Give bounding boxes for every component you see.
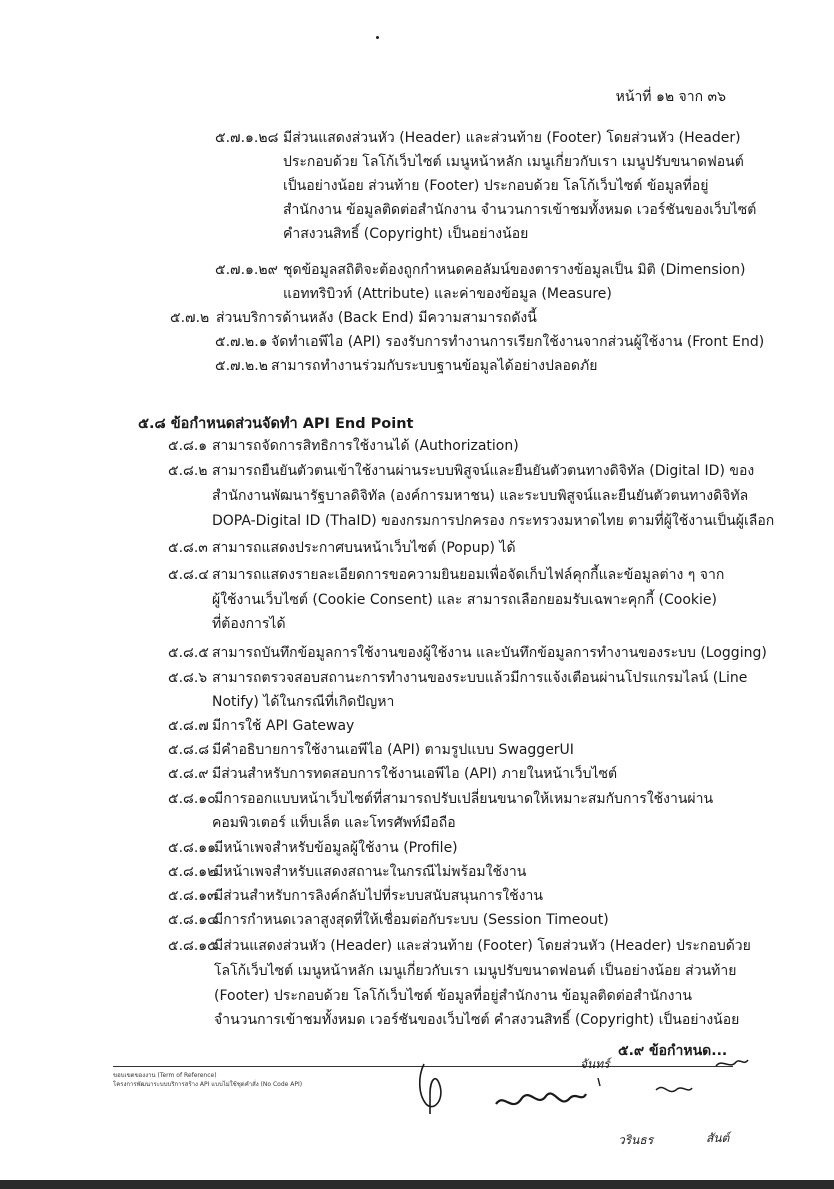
item-text: สามารถจัดการสิทธิการใช้งานได้ (Authorization) — [212, 438, 519, 454]
signature-3: จันทร์ — [580, 1057, 610, 1071]
item-number: ๕.๘.๙ — [168, 766, 209, 782]
item-text: สามารถแสดงรายละเอียดการขอความยินยอมเพื่อจัดเก็บไฟล์คุกกี้และข้อมูลต่าง ๆ จาก — [212, 567, 725, 583]
item-number: ๕.๘.๑๑ — [168, 840, 217, 856]
clause-text: มีส่วนแสดงส่วนหัว (Header) และส่วนท้าย (Footer) โดยส่วนหัว (Header) — [283, 130, 741, 146]
item-number: ๕.๘.๓ — [168, 540, 208, 556]
clause-number: ๕.๗.๒ — [170, 310, 210, 326]
clause-number: ๕.๗.๑.๒๘ — [215, 130, 279, 146]
scan-speck — [376, 36, 379, 39]
page-number: หน้าที่ ๑๒ จาก ๓๖ — [615, 89, 726, 105]
signature-1 — [420, 1064, 441, 1114]
item-number: ๕.๘.๔ — [168, 567, 209, 583]
signature-2 — [496, 1093, 586, 1104]
signature-3-mark — [598, 1078, 600, 1086]
signature-5 — [716, 1060, 748, 1066]
item-text: มีคำอธิบายการใช้งานเอพีไอ (API) ตามรูปแบบ SwaggerUI — [212, 742, 574, 758]
item-text: สามารถบันทึกข้อมูลการใช้งานของผู้ใช้งาน และบันทึกข้อมูลการทำงานของระบบ (Logging) — [212, 645, 767, 661]
item-number: ๕.๘.๕ — [168, 645, 209, 661]
clause-text-line: แอททริบิวท์ (Attribute) และค่าของข้อมูล (Measure) — [283, 286, 612, 302]
clause-text-line: เป็นอย่างน้อย ส่วนท้าย (Footer) ประกอบด้วย โลโก้เว็บไซต์ ข้อมูลที่อยู่ — [283, 178, 709, 194]
footer-tor-label: ขอบเขตของงาน (Term of Reference) — [113, 1072, 217, 1079]
item-text: มีหน้าเพจสำหรับแสดงสถานะในกรณีไม่พร้อมใช้งาน — [214, 864, 527, 880]
clause-text: ส่วนบริการด้านหลัง (Back End) มีความสามารถดังนี้ — [216, 310, 537, 326]
signatures-area — [400, 1050, 760, 1160]
item-text-line: สำนักงานพัฒนารัฐบาลดิจิทัล (องค์การมหาชน) และระบบพิสูจน์และยืนยันตัวตนทางดิจิทัล — [212, 488, 749, 504]
item-text: มีส่วนแสดงส่วนหัว (Header) และส่วนท้าย (Footer) โดยส่วนหัว (Header) ประกอบด้วย — [214, 938, 751, 954]
item-text: สามารถยืนยันตัวตนเข้าใช้งานผ่านระบบพิสูจน์และยืนยันตัวตนทางดิจิทัล (Digital ID) ของ — [212, 463, 755, 479]
item-text-line: ผู้ใช้งานเว็บไซต์ (Cookie Consent) และ สามารถเลือกยอมรับเฉพาะคุกกี้ (Cookie) — [212, 592, 717, 608]
item-text: มีการใช้ API Gateway — [212, 718, 355, 734]
item-text: สามารถตรวจสอบสถานะการทำงานของระบบแล้วมีการแจ้งเตือนผ่านโปรแกรมไลน์ (Line — [212, 670, 748, 686]
item-number: ๕.๘.๗ — [168, 718, 209, 734]
item-number: ๕.๘.๖ — [168, 670, 208, 686]
item-number: ๕.๘.๑๔ — [168, 912, 218, 928]
next-section-teaser: ๕.๙ ข้อกำหนด... — [618, 1043, 728, 1059]
item-text: มีการกำหนดเวลาสูงสุดที่ให้เชื่อมต่อกับระบบ (Session Timeout) — [214, 912, 609, 928]
item-text-line: Notify) ได้ในกรณีที่เกิดปัญหา — [212, 694, 395, 710]
clause-number: ๕.๗.๒.๑ — [215, 334, 268, 350]
item-text-line: ที่ต้องการได้ — [212, 616, 286, 632]
clause-text-line: คำสงวนสิทธิ์ (Copyright) เป็นอย่างน้อย — [283, 226, 529, 242]
clause-text: จัดทำเอพีไอ (API) รองรับการทำงานการเรียกใช้งานจากส่วนผู้ใช้งาน (Front End) — [271, 334, 765, 350]
signature-7: สันต์ — [706, 1131, 730, 1145]
item-text-line: คอมพิวเตอร์ แท็บเล็ต และโทรศัพท์มือถือ — [212, 815, 456, 831]
signature-6: วรินธร — [618, 1133, 654, 1147]
item-number: ๕.๘.๑๐ — [168, 791, 216, 807]
section-5-8-heading: ๕.๘ ข้อกำหนดส่วนจัดทำ API End Point — [138, 416, 414, 432]
item-number: ๕.๘.๑๒ — [168, 864, 217, 880]
item-number: ๕.๘.๒ — [168, 463, 208, 479]
clause-text-line: ประกอบด้วย โลโก้เว็บไซต์ เมนูหน้าหลัก เมนูเกี่ยวกับเรา เมนูปรับขนาดฟอนต์ — [283, 154, 744, 170]
item-text: สามารถแสดงประกาศบนหน้าเว็บไซต์ (Popup) ได้ — [212, 540, 516, 556]
scan-bottom-edge — [0, 1180, 834, 1189]
item-text: มีส่วนสำหรับการทดสอบการใช้งานเอพีไอ (API) ภายในหน้าเว็บไซต์ — [212, 766, 618, 782]
item-number: ๕.๘.๘ — [168, 742, 210, 758]
item-text: มีหน้าเพจสำหรับข้อมูลผู้ใช้งาน (Profile) — [214, 840, 458, 856]
item-text: มีส่วนสำหรับการลิงค์กลับไปที่ระบบสนับสนุนการใช้งาน — [214, 888, 543, 904]
clause-number: ๕.๗.๑.๒๙ — [215, 262, 278, 278]
item-text: มีการออกแบบหน้าเว็บไซต์ที่สามารถปรับเปลี่ยนขนาดให้เหมาะสมกับการใช้งานผ่าน — [214, 791, 714, 807]
item-text-line: โลโก้เว็บไซต์ เมนูหน้าหลัก เมนูเกี่ยวกับเรา เมนูปรับขนาดฟอนต์ เป็นอย่างน้อย ส่วนท้าย — [214, 963, 737, 979]
clause-number: ๕.๗.๒.๒ — [215, 358, 268, 374]
item-number: ๕.๘.๑ — [168, 438, 208, 454]
item-number: ๕.๘.๑๓ — [168, 888, 217, 904]
item-text-line: จำนวนการเข้าชมทั้งหมด เวอร์ชันของเว็บไซต์ คำสงวนสิทธิ์ (Copyright) เป็นอย่างน้อย — [214, 1012, 740, 1028]
footer-project-label: โครงการพัฒนาระบบบริการสร้าง API แบบไม่ใช้ชุดคำสั่ง (No Code API) — [113, 1081, 303, 1088]
clause-text-line: สำนักงาน ข้อมูลติดต่อสำนักงาน จำนวนการเข้าชมทั้งหมด เวอร์ชันของเว็บไซต์ — [283, 202, 757, 218]
signature-4 — [656, 1087, 692, 1091]
item-text-line: DOPA-Digital ID (ThaID) ของกรมการปกครอง กระทรวงมหาดไทย ตามที่ผู้ใช้งานเป็นผู้เลือก — [212, 513, 775, 529]
clause-text: สามารถทำงานร่วมกับระบบฐานข้อมูลได้อย่างปลอดภัย — [271, 358, 598, 374]
item-number: ๕.๘.๑๕ — [168, 938, 218, 954]
item-text-line: (Footer) ประกอบด้วย โลโก้เว็บไซต์ ข้อมูลที่อยู่สำนักงาน ข้อมูลติดต่อสำนักงาน — [214, 988, 692, 1004]
clause-text: ชุดข้อมูลสถิติจะต้องถูกกำหนดคอลัมน์ของตารางข้อมูลเป็น มิติ (Dimension) — [283, 262, 746, 278]
